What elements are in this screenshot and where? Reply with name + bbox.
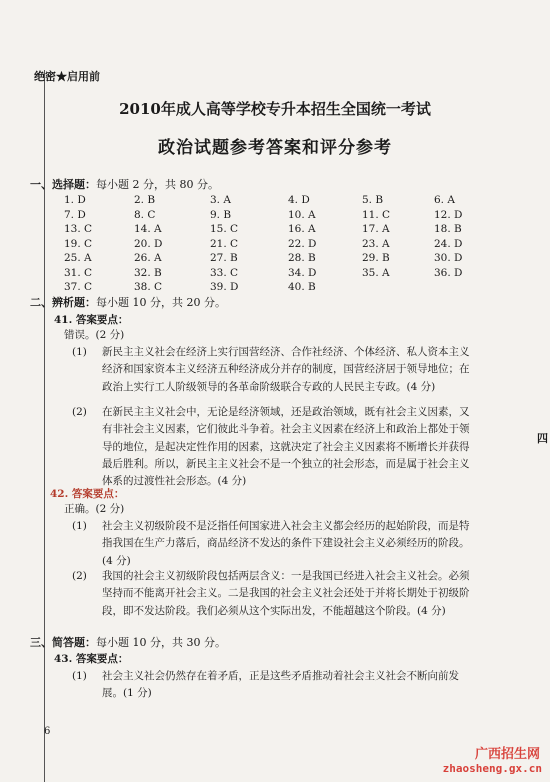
q42-point-1-text: 社会主义初级阶段不是泛指任何国家进入社会主义都会经历的起始阶段，而是特指我国在生产力落后，商品经济不发达的条件下建设社会主义必须经历的阶段。(4 分): [102, 520, 470, 567]
answer-cell: 10. A: [288, 208, 316, 221]
watermark-site-name: 广西招生网: [474, 747, 540, 762]
answer-cell: 32. B: [134, 266, 162, 279]
answer-cell: 34. D: [288, 266, 317, 279]
answer-cell: 33. C: [210, 266, 239, 279]
answer-cell: 39. D: [210, 281, 239, 293]
section-2-heading: [30, 294, 226, 310]
q42-label: 42. 答案要点：: [50, 488, 125, 500]
section-1-desc: 每小题 2 分，共 80 分。: [96, 178, 219, 191]
answer-cell: 38. C: [134, 281, 163, 293]
answer-cell: 4. D: [288, 194, 310, 206]
q42-point-2-number: (2): [72, 570, 87, 582]
exam-title: 2010年成人高等学校专升本招生全国统一考试: [119, 100, 431, 118]
q41-point-2-number: (2): [72, 406, 87, 418]
answer-cell: 17. A: [362, 223, 390, 235]
answer-cell: 1. D: [64, 194, 86, 206]
q43-point-1-text: 社会主义社会仍然存在着矛盾，正是这些矛盾推动着社会主义社会不断向前发展。(1 分): [102, 670, 459, 700]
q41-point-1: [72, 344, 478, 396]
section-1-title: 一、选择题：: [30, 178, 96, 191]
page-number: 6: [44, 726, 51, 737]
answer-cell: 11. C: [362, 208, 391, 221]
answer-cell: 6. A: [434, 194, 455, 206]
answer-cell: 40. B: [288, 281, 316, 293]
answer-cell: 2. B: [134, 194, 156, 206]
secret-label: 绝密★启用前: [34, 70, 100, 83]
answer-cell: 20. D: [134, 237, 163, 250]
section-3-desc: 每小题 10 分，共 30 分。: [96, 636, 226, 649]
q42-point-2-text: 我国的社会主义初级阶段包括两层含义：一是我国已经进入社会主义社会。必须坚持而不能离开社会主义。二是我国的社会主义社会还处于并将长期处于初级阶段，即不发达阶段。我们必须从这个实际出发，不能超越这个阶段。(4 分): [102, 570, 470, 617]
q41-point-2: [72, 404, 478, 490]
section-3-title: 三、简答题：: [30, 636, 96, 649]
answer-cell: 8. C: [134, 208, 156, 221]
exam-subtitle: 政治试题参考答案和评分参考: [158, 138, 392, 158]
q42-verdict: 正确。(2 分): [64, 503, 125, 515]
answer-cell: 31. C: [64, 266, 93, 279]
q43-point-1-number: (1): [72, 670, 87, 682]
answer-cell: 5. B: [362, 194, 384, 206]
q41-point-2-text: 在新民主主义社会中，无论是经济领域，还是政治领域，既有社会主义因素，又有非社会主义因素，它们彼此斗争着。社会主义因素在经济上和政治上都处于领导的地位，是起决定性作用的因素，这就决定了社会主义因素将不断增长并获得最后胜利。所以，新民主主义社会不是一个独立的社会形态，而是属于社会主义体系的过渡性社会形态。(4 分): [102, 406, 470, 488]
q41-label: 41. 答案要点：: [54, 314, 129, 326]
answer-cell: 24. D: [434, 237, 463, 250]
answer-cell: 27. B: [210, 252, 238, 264]
answer-cell: 28. B: [288, 252, 316, 264]
q43-label: 43. 答案要点：: [54, 653, 129, 665]
answer-cell: 29. B: [362, 252, 390, 264]
q42-point-1-number: (1): [72, 520, 87, 532]
q42-point-2: [72, 568, 478, 620]
edge-character: 四: [537, 432, 548, 445]
watermark-url: zhaosheng.gx.cn: [442, 762, 542, 775]
answer-cell: 12. D: [434, 208, 463, 221]
answer-cell: 9. B: [210, 208, 232, 221]
q41-verdict: 错误。(2 分): [64, 329, 125, 341]
section-2-desc: 每小题 10 分，共 20 分。: [96, 296, 226, 309]
answer-cell: 19. C: [64, 237, 93, 250]
section-2-title: 二、辨析题：: [30, 296, 96, 309]
answer-cell: 13. C: [64, 223, 93, 235]
answer-cell: 21. C: [210, 237, 239, 250]
answer-cell: 3. A: [210, 194, 231, 206]
answer-cell: 7. D: [64, 208, 86, 221]
q41-point-1-text: 新民主主义社会在经济上实行国营经济、合作社经济、个体经济、私人资本主义经济和国家资本主义经济五种经济成分并存的制度，国营经济居于领导地位；在政治上实行工人阶级领导的各革命阶级联合专政的人民民主专政。(4 分): [102, 346, 470, 393]
answer-cell: 30. D: [434, 252, 463, 264]
answer-cell: 22. D: [288, 237, 317, 250]
answer-cell: 16. A: [288, 223, 316, 235]
section-1-heading: [30, 176, 219, 192]
answer-cell: 25. A: [64, 252, 92, 264]
answer-cell: 14. A: [134, 223, 162, 235]
answer-cell: 26. A: [134, 252, 162, 264]
q43-point-1: [72, 668, 478, 703]
section-3-heading: [30, 634, 226, 650]
q41-point-1-number: (1): [72, 346, 87, 358]
answer-cell: 15. C: [210, 223, 239, 235]
answer-cell: 23. A: [362, 237, 390, 250]
q42-point-1: [72, 518, 478, 570]
answer-cell: 35. A: [362, 266, 390, 279]
answer-cell: 36. D: [434, 266, 463, 279]
answer-cell: 37. C: [64, 281, 93, 293]
answer-cell: 18. B: [434, 223, 462, 235]
